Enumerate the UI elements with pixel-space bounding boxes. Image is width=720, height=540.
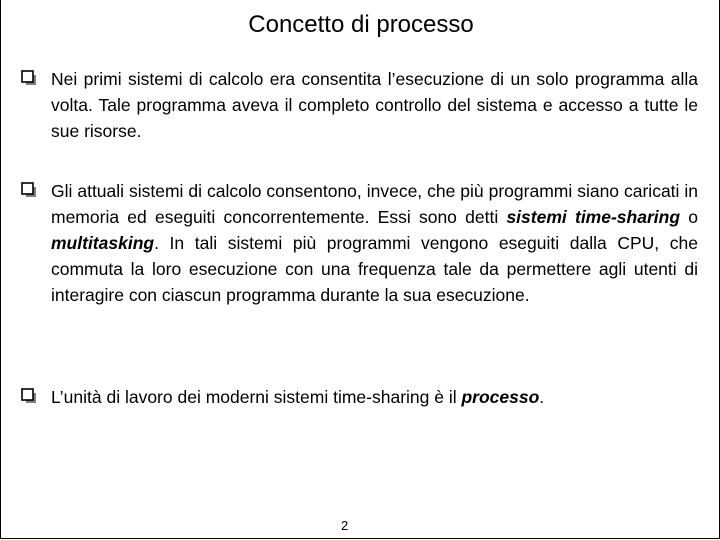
emphasis-text: processo — [461, 387, 540, 407]
emphasis-text: sistemi time-sharing — [506, 207, 681, 227]
slide-title: Concetto di processo — [248, 11, 474, 38]
checkbox-bullet-icon — [21, 70, 37, 86]
checkbox-bullet-icon — [21, 182, 37, 198]
checkbox-bullet-icon — [21, 388, 37, 404]
bullet-text: Gli attuali sistemi di calcolo consentono, invece, che più programmi siano caricati in memoria ed eseguiti concorrentemente. Essi sono detti sistemi time-sharing o multitasking. In tali sistemi più programmi vengono eseguiti dalla CPU, che commuta la loro esecuzione con una frequenza tale da permettere agli utenti di interagire con ciascun programma durante la sua esecuzione. — [51, 181, 698, 305]
page-number: 2 — [341, 518, 349, 533]
bullet-text: L’unità di lavoro dei moderni sistemi time-sharing è il processo. — [51, 387, 545, 407]
emphasis-text: multitasking — [51, 233, 155, 253]
bullet-text: Nei primi sistemi di calcolo era consentita l’esecuzione di un solo programma alla volta. Tale programma aveva il completo controllo del sistema e accesso a tutte le sue risorse. — [51, 69, 698, 141]
